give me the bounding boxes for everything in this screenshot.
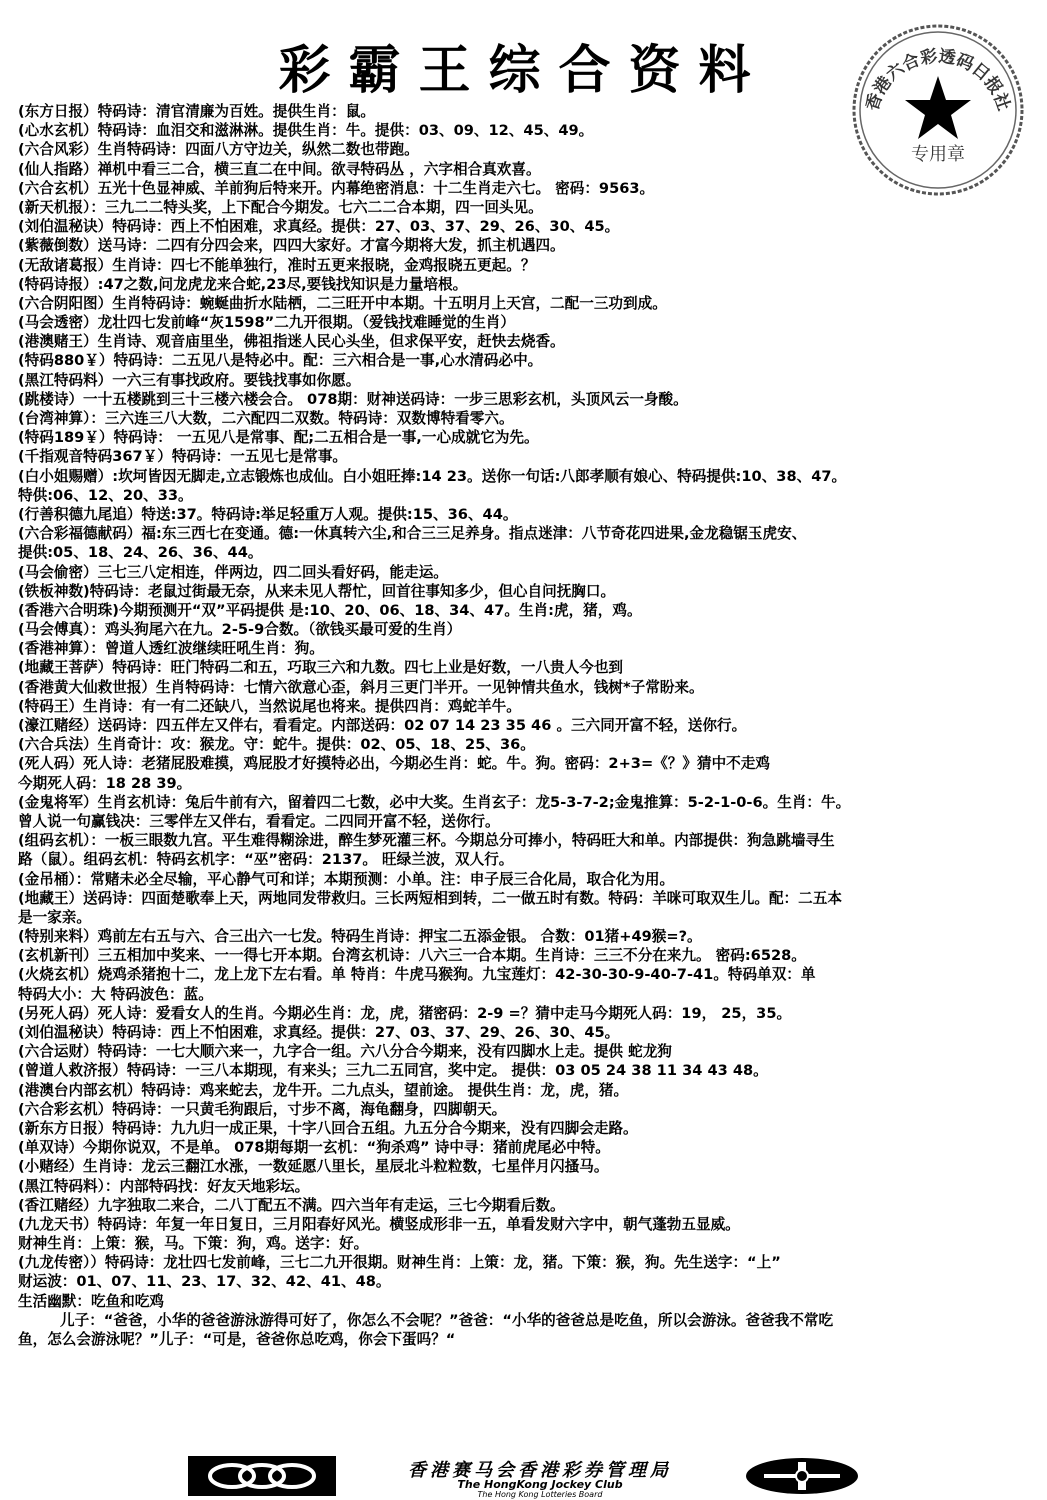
info-line: 今期死人码：18 28 39。 — [18, 774, 192, 792]
info-line: (六合彩福德献码）福:东三西七在变通。德:一休真转六尘,和合三三足养身。指点迷津：八节奇花四进果,金龙稳锯玉虎安、 — [18, 525, 807, 543]
footer-organization-en: The HongKong Jockey Club — [457, 1478, 623, 1491]
page-title: 彩霸王综合资料 — [278, 40, 769, 101]
info-line: (六合运财）特码诗：一七大顺六来一，九字合一组。六八分合今期来，没有四脚水上走。提供 蛇龙狗 — [18, 1043, 672, 1061]
info-line: (跳楼诗）一十五楼跳到三十三楼六楼会合。 078期：财神送码诗：一步三思彩玄机，头顶风云一身酸。 — [18, 390, 688, 408]
joke-line: 儿子：“爸爸，小华的爸爸游泳游得可好了，你怎么不会呢？”爸爸：“小华的爸爸总是吃鱼，所以会游泳。爸爸我不常吃 — [60, 1311, 834, 1329]
info-line: (特别来料）鸡前左右五与六、合三出六一七发。特码生肖诗：押宝二五添金银。 合数：01猪+49猴=?。 — [18, 928, 702, 946]
info-line: (九龙天书）特码诗：年复一年日复日，三月阳春好风光。横竖成形非一五，单看发财六字中，朝气蓬勃五显威。 — [18, 1215, 740, 1233]
info-line: (新东方日报）特码诗：九九归一成正果，十字八回合五组。九五分合今期来，没有四脚会走路。 — [18, 1119, 638, 1137]
info-line: (行善积德九尾追）特送:37。特码诗:举足轻重万人观。提供:15、36、44。 — [18, 505, 518, 523]
info-line: (马会偷密）三七三八定相连，伴两边，四二回头看好码，能走运。 — [18, 563, 448, 581]
info-line: (特码诗报）:47之数,问龙虎龙来合蛇,23尽,要钱找知识是力量培根。 — [18, 275, 468, 293]
info-line: (六合兵法）生肖奇计：攻：猴龙。守：蛇牛。提供：02、05、18、25、36。 — [18, 736, 535, 754]
stamp-ring-text: 香港六合彩透码日报社 — [862, 46, 1014, 114]
stamp-center-text: 专用章 — [911, 144, 965, 165]
info-line: (特码王）生肖诗：有一有二还缺八，当然说尾也将来。提供四肖：鸡蛇羊牛。 — [18, 697, 521, 715]
info-line: (死人码）死人诗：老猪屁股难摸，鸡屁股才好摸特必出，今期必生肖：蛇。牛。狗。密码：2+3=《？》猜中不走鸡 — [18, 755, 770, 773]
footer — [0, 1452, 1047, 1500]
info-line: (黑江特码料）一六三有事找政府。要钱找事如你愿。 — [18, 371, 361, 389]
info-line: (金鬼将军）生肖玄机诗：兔后牛前有六，留着四二七数，必中大奖。生肖玄子：龙5-3-7-2;金鬼推算：5-2-1-0-6。生肖：牛。 — [18, 793, 851, 811]
info-line: (小赌经）生肖诗：龙云三翻江水涨，一数延愿八里长，星辰北斗粒粒数，七星伴月闪搔马。 — [18, 1158, 609, 1176]
main-content — [18, 102, 1030, 1349]
info-line: (仙人指路）禅机中看三二合，横三直二在中间。欲寻特码丛 ，六字相合真欢喜。 — [18, 160, 541, 178]
info-line: (特码880￥）特码诗：二五见八是特必中。配：三六相合是一事,心水清码必中。 — [18, 352, 543, 370]
info-line: (濠江赌经）送码诗：四五伴左又伴右，看看定。内部送码：02 07 14 23 35 46 。三六同开富不轻，送你行。 — [18, 717, 747, 734]
info-line: (铁板神数)特码诗：老鼠过街最无奈，从来未见人帮忙，回首往事知多少，但心自问抚胸口。 — [18, 582, 616, 600]
info-line: (港澳赌王）生肖诗、观音庙里坐，佛祖指迷人民心头坐，但求保平安，赶快去烧香。 — [18, 333, 565, 351]
info-line: (金吊桶）：常赌未必全尽输，平心静气可和详；本期预测：小单。注：申子辰三合化局，取合化为用。 — [18, 870, 675, 888]
info-line: 财神生肖：上策：猴，马。下策：狗，鸡。送字：好。 — [18, 1235, 369, 1253]
info-line: (九龙传密））特码诗：龙壮四七发前峰，三七二九开很期。财神生肖：上策：龙，猪。下策：猴，狗。先生送字：“上” — [18, 1254, 781, 1272]
info-line: (黑江特码料）：内部特码找：好友天地彩坛。 — [18, 1177, 310, 1195]
info-line: (玄机新刊）三五相加中奖来、一一得七开本期。台湾玄机诗：八六三一合本期。生肖诗：三三不分在来九。 密码:6528。 — [18, 947, 806, 965]
info-line: (台湾神算）：三六连三八大数，二六配四二双数。特码诗：双数博特看零六。 — [18, 410, 514, 427]
info-line: (刘伯温秘诀）特码诗：西上不怕困难，求真经。提供：27、03、37、29、26、30、45。 — [18, 1024, 620, 1041]
info-line: (东方日报）特码诗：清官清廉为百姓。提供生肖：鼠。 — [18, 103, 375, 120]
info-line: 特供:06、12、20、33。 — [18, 486, 193, 504]
info-line: (另死人码）死人诗：爱看女人的生肖。今期必生肖：龙，虎，猪密码：2-9 =？猜中走马今期死人码：19， 25，35。 — [18, 1004, 792, 1022]
info-line: (香港黄大仙救世报）生肖特码诗：七情六欲意心歪，斜月三更门半开。一见钟情共鱼水，钱树*子常盼来。 — [18, 678, 704, 696]
info-line: (白小姐赐赠）:坎坷皆因无脚走,立志锻炼也成仙。白小姐旺捧:14 23。送你一句话:八郎孝顺有娘心、特码提供:10、38、47。 — [18, 467, 847, 485]
info-line: (六合阴阳图）生肖特码诗：蜿蜒曲折水陆栖，二三旺开中本期。十五明月上天宫，二配一三功到成。 — [18, 294, 667, 312]
info-line: (特码189￥）特码诗： 一五见八是常事、配;二五相合是一事,一心成就它为先。 — [18, 429, 539, 447]
info-line: (无敌诸葛报）生肖诗：四七不能单独行，准时五更来报晓，金鸡报晓五更起。？ — [18, 256, 536, 274]
jockey-club-logo-icon — [188, 1456, 336, 1496]
info-line: (地藏王）送码诗：四面楚歌奉上天，两地同发带救归。三长两短相到转，二一做五时有数。特码：羊咪可取双生儿。配：二五本 — [18, 889, 842, 907]
info-line: (港澳台内部玄机）特码诗：鸡来蛇去，龙牛开。二九点头，望前途。 提供生肖：龙，虎，猪。 — [18, 1081, 629, 1099]
info-line: 提供:05、18、24、26、36、44。 — [18, 544, 263, 562]
info-line: (香江赌经）九字独取二来合，二八丁配五不满。四六当年有走运，三七今期看后数。 — [18, 1196, 565, 1214]
info-line: 是一家亲。 — [18, 908, 91, 926]
info-line: (紫薇倒数）送马诗：二四有分四会来，四四大家好。才富今期将大发，抓主机遇四。 — [18, 237, 565, 255]
joke-line: 鱼，怎么会游泳呢？”儿子：“可是，爸爸你总吃鸡，你会下蛋吗？“ — [18, 1331, 456, 1348]
footer-lotteries-board: The Hong Kong Lotteries Board — [477, 1490, 603, 1499]
footer-organization-cn: 香港赛马会香港彩券管理局 — [408, 1460, 672, 1481]
info-line: 财运波：01、07、11、23、17、32、42、41、48。 — [18, 1273, 391, 1291]
info-line: (组码玄机）：一板三眼数九宫。平生难得糊涂进，醉生梦死灌三杯。今期总分可捧小，特码旺大和单。内部提供：狗急跳墙寻生 — [18, 832, 835, 850]
info-line: (千指观音特码367￥）特码诗：一五见七是常事。 — [18, 448, 348, 466]
info-line: (六合玄机）五光十色显神威、羊前狗后特来开。内幕绝密消息：十二生肖走六七。 密码：9563。 — [18, 179, 655, 197]
info-line: (六合风彩）生肖特码诗：四面八方守边关，纵然二数也带跑。 — [18, 141, 419, 159]
info-line: (香港六合明珠)今期预测开“双”平码提供 是:10、20、06、18、34、47。生肖:虎，猪，鸡。 — [18, 601, 642, 619]
info-line: (六合彩玄机）特码诗：一只黄毛狗跟后，寸步不离，海龟翻身，四脚朝天。 — [18, 1100, 507, 1118]
info-line: (单双诗）今期你说双，不是单。 078期每期一玄机：“狗杀鸡” 诗中寻：猪前虎尾必中特。 — [18, 1139, 610, 1157]
info-line: 生活幽默：吃鱼和吃鸡 — [18, 1292, 164, 1310]
lotteries-board-logo-icon — [744, 1456, 860, 1496]
info-line: (火烧玄机）烧鸡杀猪抱十二，龙上龙下左右看。单 特肖：牛虎马猴狗。九宝莲灯：42-30-30-9-40-7-41。特码单双：单 — [18, 966, 816, 984]
info-line: (曾道人救济报）特码诗：一三八本期现，有来头；三九二五同宫，奖中定。 提供：03 05 24 38 11 34 43 48。 — [18, 1062, 768, 1080]
info-line: (心水玄机）特码诗：血泪交和滋淋淋。提供生肖：牛。提供：03、09、12、45、49。 — [18, 122, 594, 140]
info-line: (香港神算）：曾道人透红波继续旺吼生肖：狗。 — [18, 640, 324, 658]
info-line: (马会傅真）：鸡头狗尾六在九。2-5-9合数。（欲钱买最可爱的生肖） — [18, 621, 462, 639]
info-line: 路（鼠）。组码玄机：特码玄机字：“巫”密码：2137。 旺绿兰波，双人行。 — [18, 851, 514, 869]
info-line: 特码大小：大 特码波色：蓝。 — [18, 985, 213, 1003]
info-line: (马会透密）龙壮四七发前峰“灰1598”二九开很期。（爱钱找难睡觉的生肖） — [18, 314, 515, 332]
info-line: (新天机报）：三九二二特头奖，上下配合今期发。七六二二合本期，四一回头见。 — [18, 198, 543, 216]
info-line: (地藏王菩萨）特码诗：旺门特码二和五，巧取三六和九数。四七上业是好数，一八贵人今也到 — [18, 659, 624, 677]
info-line: (刘伯温秘诀）特码诗：西上不怕困难，求真经。提供：27、03、37、29、26、30、45。 — [18, 218, 620, 236]
info-line: 曾人说一句赢钱决：三零伴左又伴右，看看定。二四同开富不轻，送你行。 — [18, 812, 500, 830]
